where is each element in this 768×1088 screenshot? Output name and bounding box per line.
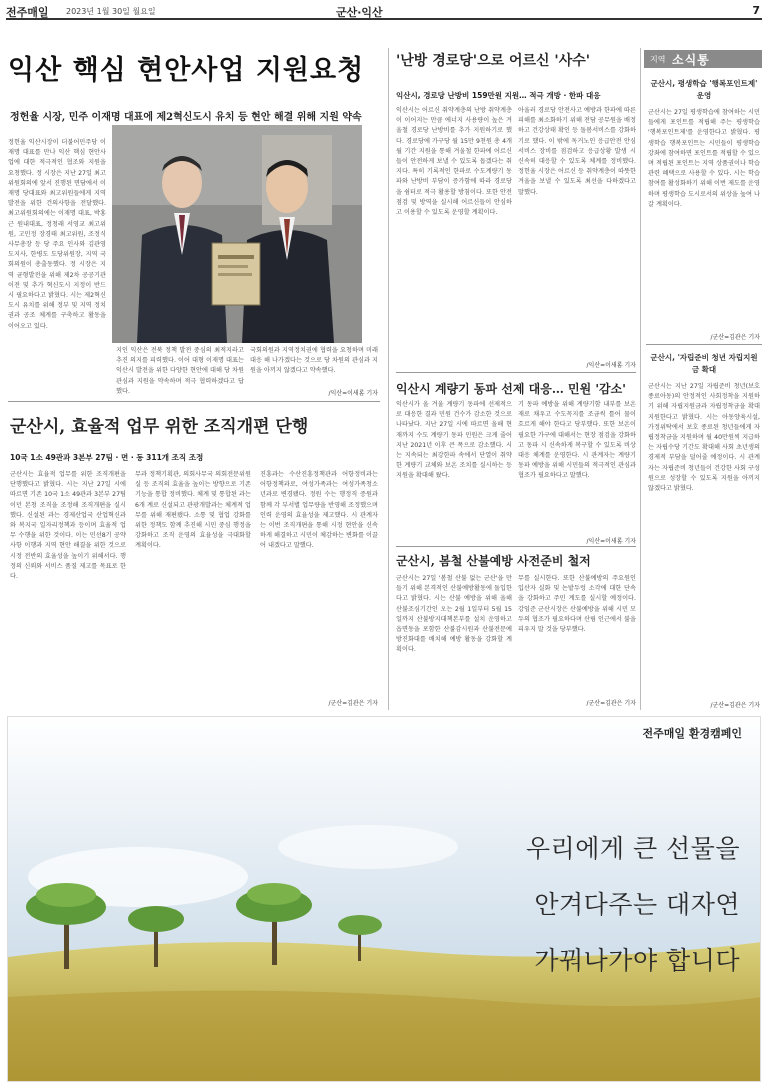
story4-headline[interactable]: 군산시, 효율적 업무 위한 조직개편 단행: [10, 417, 309, 437]
meeting-photo-illustration: [112, 125, 362, 343]
page-number: 7: [752, 4, 760, 17]
sidebar-item2-body: 군산시는 지난 27일 자립준비 청년(보호종료아동)의 안정적인 사회정착을 지원하기 위해 자립지원금과 자립정착금을 확대 지원한다고 밝혔다. 시는 아동양육시설, 가정위탁에서 보호 종료된 청년들에게 자립정착금을 지원하며 월 40만원씩 지급하는 자립수당 기간도 확대해 사회 초년생의 경제적 부담을 덜어줄 예정이다. 시 관계자는 자립준비 청년들이 건강한 사회 구성원으로 성장할 수 있도록 지원을 아끼지 않겠다고 밝혔다.: [648, 383, 760, 493]
sidebar-label-big: 소식통: [672, 53, 710, 67]
sidebar-item2-title[interactable]: 군산시, '자립준비 청년 자립지원금 확대: [650, 353, 758, 374]
campaign-title: 전주매일 환경캠페인: [642, 727, 742, 740]
sidebar-item2-byline: /군산=김관은 기자: [710, 702, 760, 709]
story2-byline: /익산=이새롬 기자: [586, 362, 636, 369]
story4-byline: /군산=김관은 기자: [328, 700, 378, 707]
column-divider: [388, 48, 389, 710]
sidebar-label-small: 지역: [650, 55, 666, 64]
story1-headline[interactable]: 익산 핵심 현안사업 지원요청: [8, 55, 365, 86]
story4-lead: 10국 1소 49관과 3본부 27팀 · 면 · 동 311개 조직 조정: [10, 453, 204, 462]
story2-body-col2: 아울러 경로당 안전사고 예방과 한파에 따른 피해를 최소화하기 위해 전담 공무원을 배정하고 건강상태 확인 등 돌봄서비스를 강화하기로 했다. 이 밖에 독거노인 응급안전 안심서비스 장비를 점검하고 응급상황 발생 시 신속히 대응할 수 있도록 체계를 정비했다. 정헌율 시장은 어르신 등 취약계층이 따뜻한 겨울을 보낼 수 있도록 최선을 다하겠다고 말했다.: [518, 107, 636, 196]
story5-byline: /군산=김관은 기자: [586, 700, 636, 707]
ad-slogan-line3: 가꿔나가야 합니다: [534, 946, 740, 975]
story1-body-col3: 국회의원과 지역정치권에 협력을 요청하며 미래 대응 해 나가겠다는 것으로 당 차원의 관심과 지원을 아끼지 않겠다고 약속했다.: [250, 347, 378, 375]
sidebar-item1-byline: /군산=김관은 기자: [710, 334, 760, 341]
sidebar-item1-title[interactable]: 군산시, 평생학습 '행복포인트제' 운영: [650, 79, 758, 100]
story4-body-col2: 무과 정책기획관, 의회사무국 의회전문위원실 등 조직의 효율을 높이는 방향으로 기존 기능을 통합 정비했다. 체계 및 통합된 과는 6개 계로 신설되고 관광개발과는 체계적 업무를 위해 재편됐다. 소통 및 협업 강화를 위한 정책도 함께 추진해 시민 중심 행정을 강화하고 조직 운영의 효율성을 극대화할 계획이다.: [135, 471, 251, 550]
story5-body-col1: 군산시는 27일 '봄철 산불 없는 군산'을 만들기 위해 본격적인 산불예방활동에 돌입한다고 밝혔다. 시는 산불 예방을 위해 올해 산불조심기간인 오는 2월 1일부터 5월 15일까지 산불방지대책본부를 설치 운영하고 읍면동을 포함한 산불감시원과 산불전문예방진화대를 배치해 예방 활동을 강화할 계획이다.: [396, 575, 512, 654]
story2-headline[interactable]: '난방 경로당'으로 어르신 '사수': [396, 53, 591, 69]
story2-body-col1: 익산시는 어르신 취약계층의 난방 취약계층이 이어지는 만큼 에너지 사용량이 높은 겨울철 경로당 난방비를 추가 지원하기로 했다. 경로당에 가구당 월 15만 9천원 총 4개월 기간 지원을 통해 겨울철 한파에 어르신들이 안전하게 보낼 수 있도록 돕겠다는 취지다. 특히 기록적인 한파로 수도계량기 동파와 난방비 부담이 증가함에 따라 경로당을 쉼터로 적극 활용할 방침이다. 또한 안전점검 및 방역을 실시해 어르신들이 안심하고 이용할 수 있도록 운영할 계획이다.: [396, 107, 512, 217]
environment-campaign-ad[interactable]: [7, 716, 761, 1082]
section-name: 군산·익산: [336, 6, 383, 19]
story1-body-col2: 지인 익산은 전북 정책 발전 중심의 최적지라고 추진 의지를 피력했다. 이어 대형 이재명 대표는 익산시 발전을 위한 다양한 현안에 대해 당 차원 관심과 지원을 약속하며 적극 협력하겠다고 답했다.: [116, 347, 244, 395]
story4-body-col3: 진흥과는 수산진흥정책관과 어항정비과는 어항정책과로, 여성가족과는 여성가족청소년과로 변경됐다. 정원 수는 행정직 증원과 함께 각 부서별 업무량을 반영해 조정했으며 인력 운영의 효율성을 제고했다. 시 관계자는 이번 조직개편을 통해 시정 현안을 신속하게 해결하고 시민이 체감하는 변화를 이끌어 내겠다고 말했다.: [260, 471, 378, 550]
story2-lead: 익산시, 경로당 난방비 159만원 지원… 적극 개방 · 한파 대응: [396, 91, 601, 100]
ad-slogan-line2: 안겨다주는 대자연: [534, 890, 740, 919]
masthead: [6, 4, 762, 20]
issue-date: 2023년 1월 30일 월요일: [66, 7, 156, 16]
story3-body-col2: 기 동파 예방을 위해 계량기함 내부를 보온재로 채우고 수도꼭지를 조금씩 틀어 물이 흐르게 해야 한다고 당부했다. 또한 보온이 필요한 가구에 대해서는 현장 점검을 강화하고 동파 시 신속하게 복구할 수 있도록 비상 대응 체계를 운영한다. 시 관계자는 계량기 동파 예방을 위해 시민들의 적극적인 관심과 협조가 필요하다고 말했다.: [518, 401, 636, 480]
divider: [396, 546, 636, 547]
sidebar-item1-body: 군산시는 27일 평생학습에 참여하는 시민들에게 포인트를 적립해 주는 평생학습 '행복포인트제'를 운영한다고 밝혔다. 평생학습 행복포인트는 시민들이 평생학습 강좌에 참여하면 포인트를 적립할 수 있으며 적립된 포인트는 지역 상품권이나 학습 관련 혜택으로 사용할 수 있다. 시는 학습 참여를 활성화하기 위해 이번 제도를 운영하며 평생학습 도시로서의 위상을 높여 나갈 계획이다.: [648, 109, 760, 208]
story3-body-col1: 익산시가 올 겨울 계량기 동파에 선제적으로 대응한 결과 민원 건수가 감소한 것으로 나타났다. 지난 27일 시에 따르면 올해 현재까지 수도 계량기 동파 민원은 크게 줄어 지난 2021년 이후 큰 폭으로 감소했다. 시는 지속되는 최강한파 속에서 단열이 취약한 계량기 교체와 보온 조치를 실시하는 등 지원을 확대해 왔다.: [396, 401, 512, 480]
story1-photo: [112, 125, 362, 343]
story4-body-col1: 군산시는 효율적 업무를 위한 조직개편을 단행했다고 밝혔다. 시는 지난 27일 시에 따르면 기존 10국 1소 49관과 3본부 27팀이던 본청 조직을 조정해 조직개편을 실시했다. 신설된 과는 경제산업국 산업혁신과와 복지국 일자리정책과 등이며 효율적 업무 수행을 위한 것이다. 이는 민선8기 공약사항 이행과 지역 현안 해결을 위한 것으로 시정 전반의 효율성을 높이기 위해서다. 행정의 신뢰와 서비스 품질 제고를 목표로 한다.: [10, 471, 126, 581]
story3-headline[interactable]: 익산시 계량기 동파 선제 대응… 민원 '감소': [396, 382, 626, 396]
local-news-banner: [644, 50, 762, 68]
story3-byline: /익산=이새롬 기자: [586, 538, 636, 545]
ad-slogan-line1: 우리에게 큰 선물을: [525, 834, 740, 863]
story5-headline[interactable]: 군산시, 봄철 산불예방 사전준비 철저: [396, 554, 591, 568]
divider: [646, 344, 762, 345]
column-divider: [640, 48, 641, 710]
story5-body-col2: 무를 실시한다. 또한 산불예방의 주요원인 입산자 실화 및 논밭두렁 소각에 대한 단속을 강화하고 주민 계도를 실시할 예정이다. 강임준 군산시장은 산불예방을 위해 시민 모두의 협조가 필요하다며 산림 인근에서 불을 피우지 말 것을 당부했다.: [518, 575, 636, 634]
story1-byline: /익산=이새롬 기자: [328, 390, 378, 397]
divider: [8, 401, 380, 402]
divider: [396, 372, 636, 373]
story1-subheadline: 정헌율 시장, 민주 이재명 대표에 제2혁신도시 유치 등 현안 해결 위해 지원 약속: [10, 112, 362, 123]
story1-body-col1: 정헌율 익산시장이 더불어민주당 이재명 대표를 만나 익산 핵심 현안사업에 대한 적극적인 협조와 지원을 요청했다. 정 시장은 지난 27일 최고위원회의에 앞서 진행된 면담에서 이재명 당대표와 최고위원들에게 지역 발전을 위한 건의사항을 전달했다. 최고위원회의에는 이재명 대표, 박홍근 원내대표, 정청래 서영교 최고위원, 고민정 장경태 최고위원, 조정식 사무총장 등 당 주요 인사와 김관영 도지사, 한병도 도당위원장, 지역 국회의원이 총출동했다. 정 시장은 지역 균형발전을 위해 제2차 공공기관 이전 및 추가 혁신도시 지정이 반드시 필요하다고 밝혔다. 시는 제2혁신도시 유치를 위해 정부 및 지역 정치권과 공조 체계를 구축하고 활동을 이어오고 있다.: [8, 139, 106, 330]
paper-name: 전주매일: [6, 6, 49, 19]
